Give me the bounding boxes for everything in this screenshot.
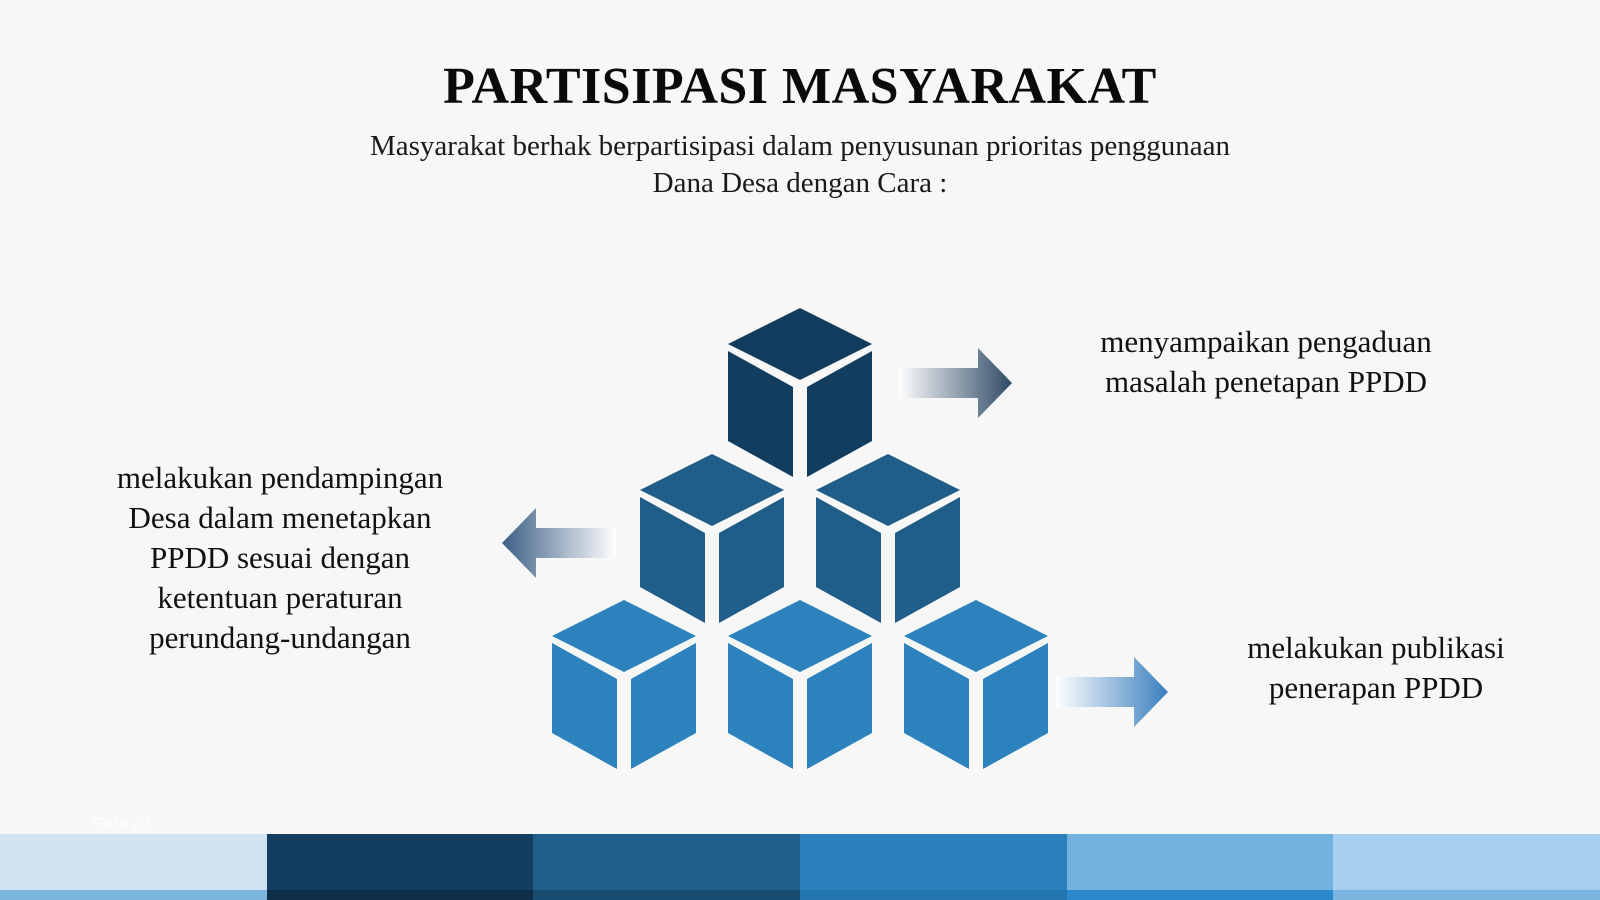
isometric-cube-icon: [552, 600, 696, 769]
arrow-right-icon: [898, 348, 1012, 418]
isometric-cube-icon: [728, 308, 872, 477]
band-stripe: [800, 890, 1067, 900]
band-stripe: [1333, 890, 1600, 900]
isometric-cube-icon: [816, 454, 960, 623]
subtitle-line: Masyarakat berhak berpartisipasi dalam penyusunan prioritas penggunaan: [369, 130, 1231, 162]
band-stripe: [267, 890, 534, 900]
band-segment: [0, 834, 267, 900]
caption-line: melakukan pendampingan: [116, 460, 444, 495]
band-segment: [533, 834, 800, 900]
band-segment: [800, 834, 1067, 900]
caption-line: penerapan PPDD: [1268, 670, 1484, 705]
caption-line: melakukan publikasi: [1247, 630, 1505, 665]
band-stripe: [0, 890, 267, 900]
slide-number: Slide 20: [92, 816, 150, 833]
caption-assistance: [80, 458, 480, 658]
caption-line: menyampaikan pengaduan: [1100, 324, 1432, 359]
caption-line: Desa dalam menetapkan: [128, 500, 432, 535]
caption-line: masalah penetapan PPDD: [1105, 364, 1427, 399]
footer-color-band: [0, 834, 1600, 900]
isometric-cube-icon: [640, 454, 784, 623]
arrow-left-icon: [502, 508, 616, 578]
band-stripe: [1067, 890, 1334, 900]
caption-line: ketentuan peraturan: [157, 580, 403, 615]
caption-line: perundang-undangan: [149, 620, 411, 655]
subtitle-line: Dana Desa dengan Cara :: [652, 167, 948, 199]
slide-title: PARTISIPASI MASYARAKAT: [443, 58, 1157, 115]
arrow-right-icon: [1056, 657, 1168, 727]
band-stripe: [533, 890, 800, 900]
band-segment: [1067, 834, 1334, 900]
isometric-cube-icon: [728, 600, 872, 769]
band-segment: [1333, 834, 1600, 900]
band-segment: [267, 834, 534, 900]
isometric-cube-icon: [904, 600, 1048, 769]
caption-complaint: [1036, 322, 1496, 402]
caption-line: PPDD sesuai dengan: [149, 540, 411, 575]
caption-publication: [1196, 628, 1556, 708]
